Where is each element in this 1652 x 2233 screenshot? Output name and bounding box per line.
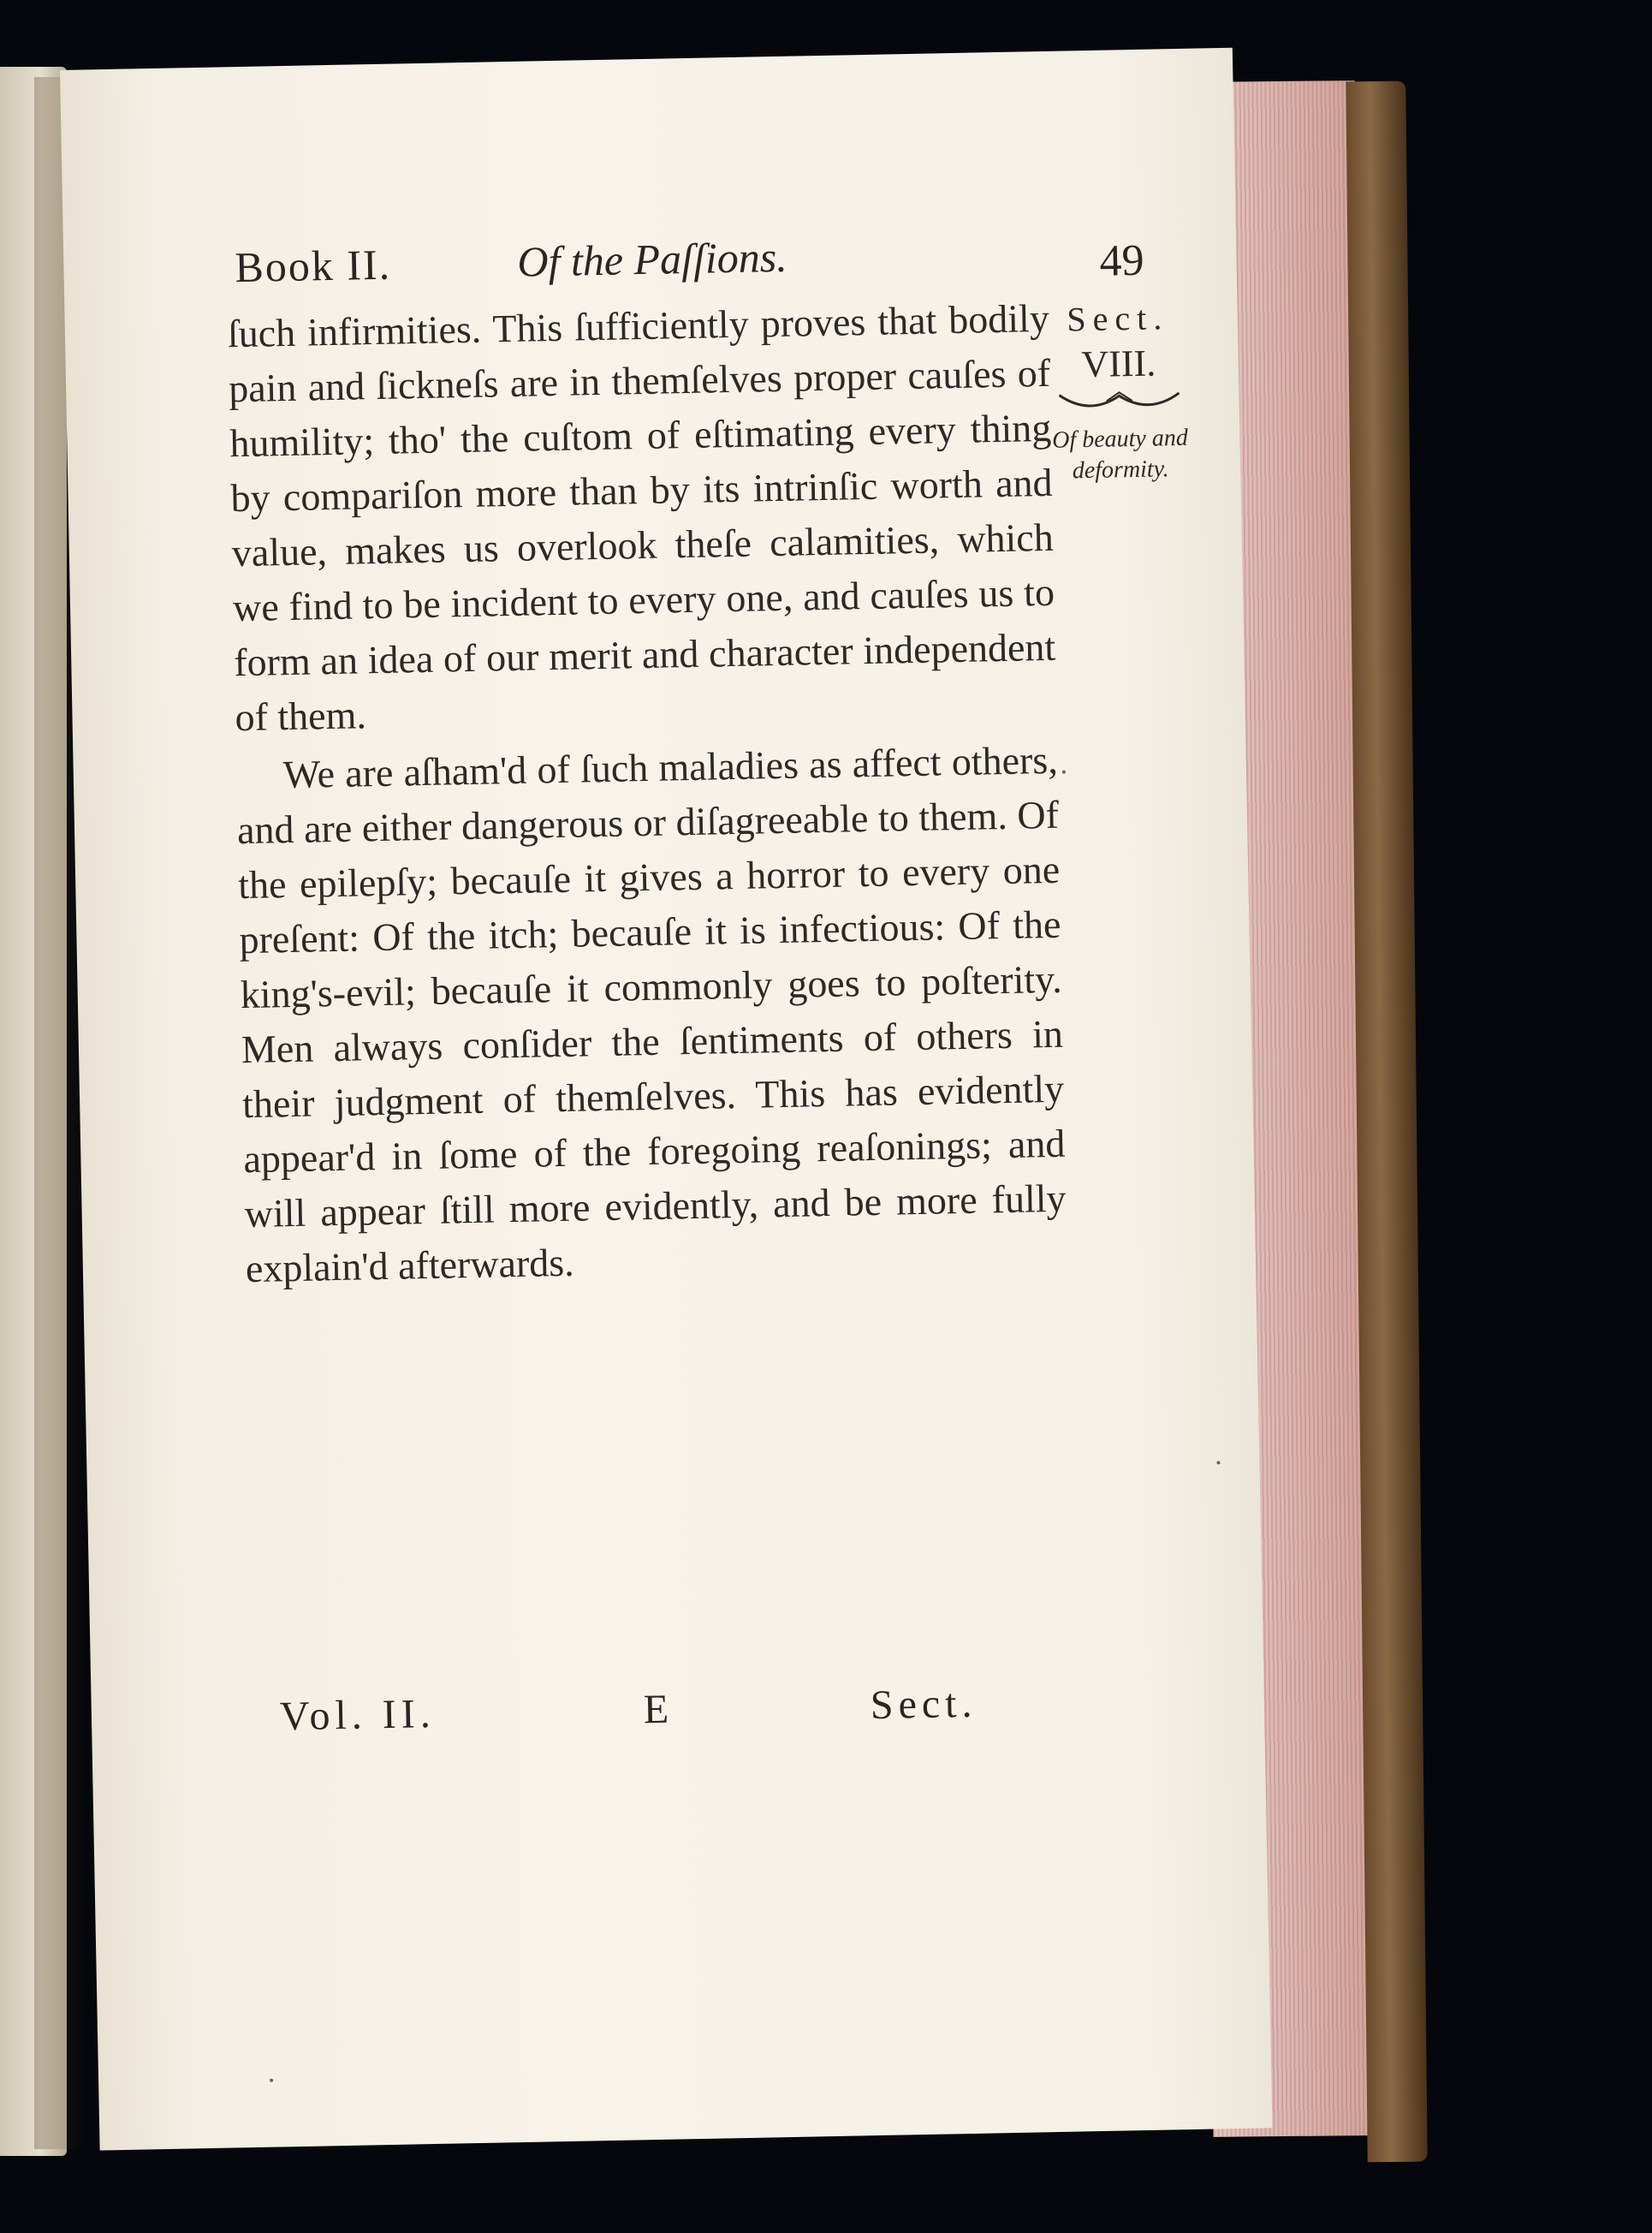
book-page bbox=[60, 48, 1272, 2151]
marginal-gloss: Of beauty and deformity. bbox=[1051, 424, 1189, 485]
volume-label: Vol. II. bbox=[279, 1690, 437, 1740]
marginal-note bbox=[1044, 297, 1193, 487]
paragraph: We are aſham'd of ſuch maladies as affect others, and are either dangerous or diſagreeable to them. Of the epilepſy; becauſe it gives a horror to every one preſent: Of the itch; becauſe it is infectious: Of the king's-evil; becauſe it commonly goes to poſterity. Men always conſider the ſentiments of others in their judgment of themſelves. This has evidently appear'd in ſome of the foregoing reaſonings; and will appear ſtill more evidently, and be more fully explain'd afterwards. bbox=[236, 737, 1067, 1291]
paper-speck bbox=[1216, 1461, 1220, 1464]
body-text bbox=[227, 291, 1067, 1296]
paper-speck bbox=[1062, 771, 1066, 774]
chapter-title: Of the Paſſions. bbox=[516, 232, 788, 286]
brace-ornament bbox=[1055, 384, 1184, 421]
page-footer bbox=[279, 1679, 1033, 1754]
paper-speck bbox=[270, 2079, 273, 2082]
page-number: 49 bbox=[1098, 235, 1145, 286]
section-label: Sect. bbox=[1066, 298, 1169, 339]
paragraph: ſuch infirmities. This ſufficiently proves that bodily pain and ſickneſs are in themſelves proper cauſes of humility; tho' the cuſtom of eſtimating every thing by compariſon more than by its intrinſic worth and value, makes us overlook theſe calamities, which we find to be incident to every one, and cauſes us to form an idea of our merit and character independent of them. bbox=[227, 295, 1056, 740]
signature-mark: E bbox=[643, 1686, 674, 1733]
book-label: Book II. bbox=[234, 240, 392, 292]
section-number: VIII. bbox=[1080, 342, 1156, 386]
running-head bbox=[235, 224, 1194, 302]
catchword: Sect. bbox=[870, 1680, 978, 1729]
